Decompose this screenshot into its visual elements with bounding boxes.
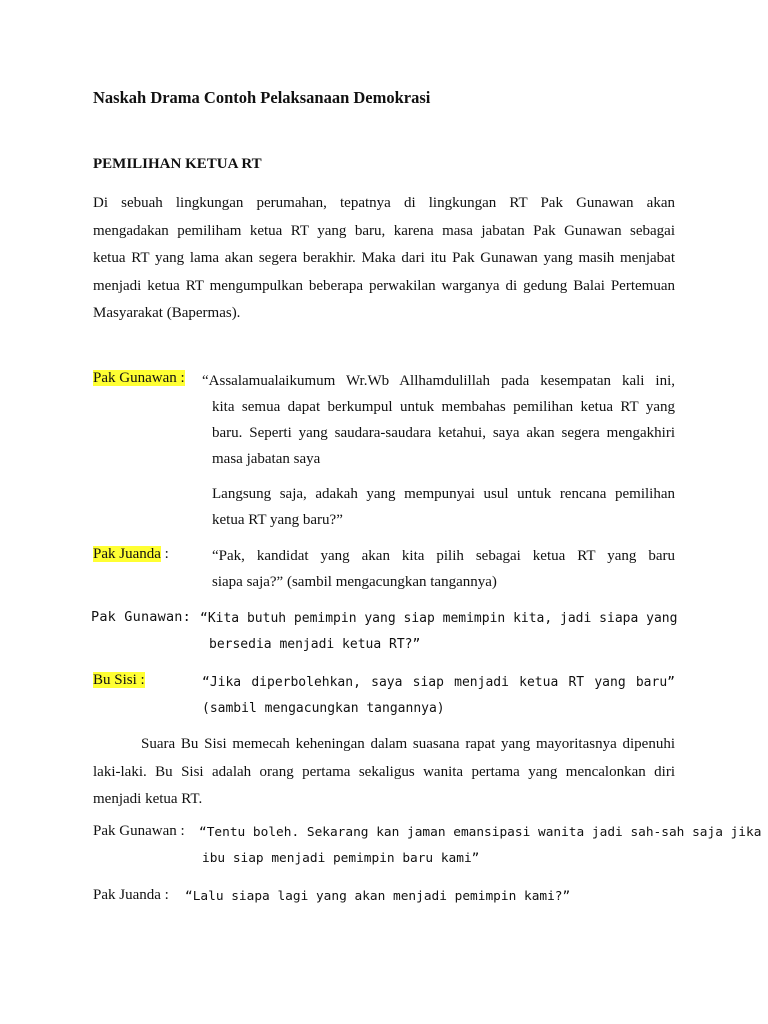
paragraph-line: ketua RT yang lama akan segera berakhir. Maka dari itu Pak Gunawan yang masih menjabat: [93, 250, 675, 266]
dialogue-line: Langsung saja, adakah yang mempunyai usul untuk rencana pemilihan: [212, 486, 675, 502]
dialogue-text: [202, 846, 675, 872]
speaker-label: Pak Gunawan:: [91, 609, 191, 625]
paragraph-line: mengadakan pemiliham ketua RT yang baru, karena masa jabatan Pak Gunawan sebagai: [93, 222, 675, 239]
section-title: PEMILIHAN KETUA RT: [93, 156, 262, 172]
dialogue-text: [212, 543, 675, 595]
intro-paragraph: [93, 190, 675, 328]
dialogue-line: “Lalu siapa lagi yang akan menjadi pemimpin kami?”: [185, 889, 571, 904]
speaker-label: Pak Juanda :: [93, 887, 169, 903]
speaker-label: Pak Juanda :: [93, 546, 169, 562]
speaker-label: [93, 672, 145, 689]
dialogue-line: “Assalamualaikumum Wr.Wb Allhamdulillah pada kesempatan kali ini,: [202, 373, 675, 389]
paragraph-line: laki-laki. Bu Sisi adalah orang pertama sekaligus wanita pertama yang mencalonkan diri: [93, 763, 675, 780]
dialogue-text: [202, 368, 675, 394]
speaker-name-highlight: Pak Gunawan :: [93, 370, 185, 386]
document-title: Naskah Drama Contoh Pelaksanaan Demokrasi: [93, 88, 431, 107]
dialogue-line: (sambil mengacungkan tangannya): [202, 701, 445, 716]
dialogue-text: [202, 670, 675, 722]
dialogue-text: [200, 606, 678, 632]
speaker-label: [93, 370, 185, 387]
dialogue-text: [212, 394, 675, 472]
speaker-name-highlight: Bu Sisi :: [93, 672, 145, 688]
dialogue-line: “Jika diperbolehkan, saya siap menjadi ketua RT yang baru”: [202, 675, 675, 690]
dialogue-line: ketua RT yang baru?”: [212, 512, 343, 528]
paragraph-line: menjadi ketua RT mengumpulkan beberapa perwakilan warganya di gedung Balai Pertemuan: [93, 277, 675, 294]
dialogue-line: kita semua dapat berkumpul untuk membahas pemilihan ketua RT yang: [212, 399, 675, 415]
paragraph-line: Suara Bu Sisi memecah keheningan dalam suasana rapat yang mayoritasnya dipenuhi: [141, 736, 675, 752]
dialogue-line: masa jabatan saya: [212, 451, 321, 467]
speaker-label: Pak Gunawan :: [93, 823, 185, 839]
dialogue-line: ibu siap menjadi pemimpin baru kami”: [202, 851, 480, 866]
dialogue-line: “Tentu boleh. Sekarang kan jaman emansipasi wanita jadi sah-sah saja jika: [199, 825, 762, 840]
speaker-name-highlight: Pak Juanda: [93, 546, 161, 562]
dialogue-line: bersedia menjadi ketua RT?”: [209, 637, 421, 652]
paragraph-line: Di sebuah lingkungan perumahan, tepatnya di lingkungan RT Pak Gunawan akan: [93, 195, 675, 211]
dialogue-line: “Kita butuh pemimpin yang siap memimpin kita, jadi siapa yang: [200, 611, 678, 626]
dialogue-text: [185, 884, 675, 910]
dialogue-line: baru. Seperti yang saudara-saudara ketahui, saya akan segera mengakhiri: [212, 425, 675, 441]
dialogue-text: [209, 632, 675, 658]
dialogue-text: [212, 481, 675, 533]
dialogue-line: “Pak, kandidat yang akan kita pilih sebagai ketua RT yang baru: [212, 548, 675, 564]
dialogue-text: [199, 820, 762, 846]
dialogue-line: siapa saja?” (sambil mengacungkan tangannya): [212, 574, 497, 590]
narration-paragraph: [93, 731, 675, 814]
paragraph-line: menjadi ketua RT.: [93, 791, 203, 807]
paragraph-line: Masyarakat (Bapermas).: [93, 305, 241, 321]
